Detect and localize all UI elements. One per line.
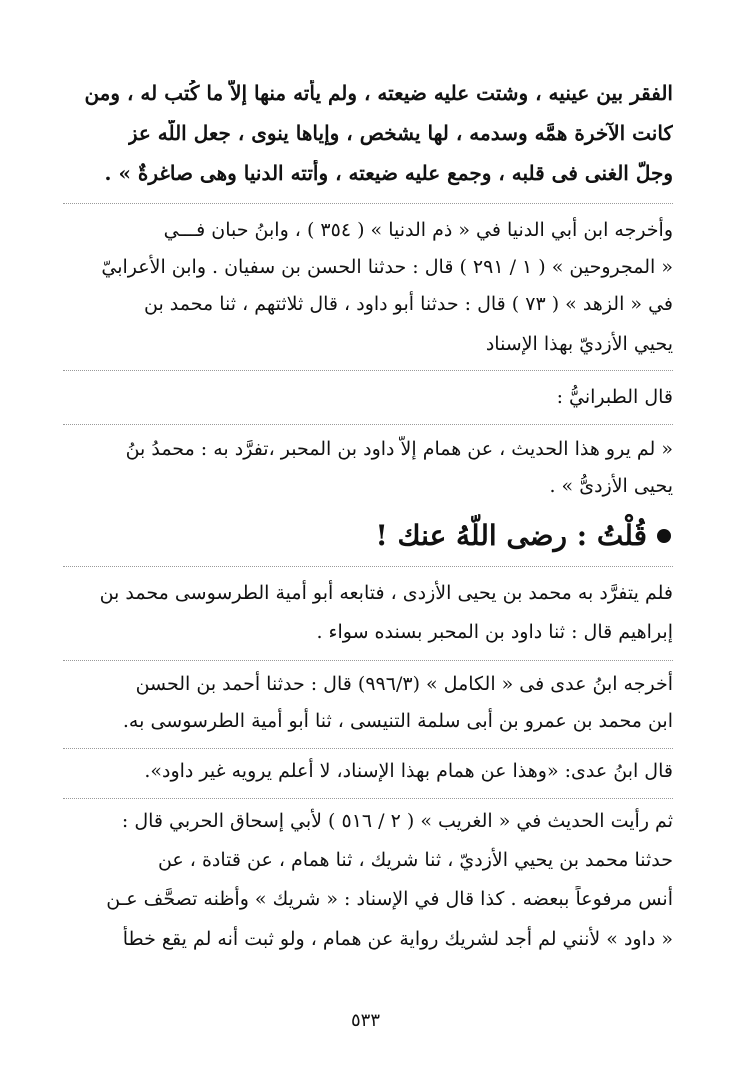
paragraph-4-line-2: إبراهيم قال : ثنا داود بن المحبر بسنده سواء .	[316, 621, 673, 643]
paragraph-1-line-1: وأخرجه ابن أبي الدنيا في « ذم الدنيا » ( ٣٥٤ ) ، وابنُ حبان فـــي	[163, 219, 673, 241]
paragraph-7-line-3: أنس مرفوعاً ببعضه . كذا قال في الإسناد : « شريك » وأظنه تصحَّف عـن	[106, 888, 673, 910]
paragraph-7-line-4: « داود » لأنني لم أجد لشريك رواية عن همام ، ولو ثبت أنه لم يقع خطأ	[122, 928, 673, 950]
paragraph-1-line-2: « المجروحين » ( ١ / ٢٩١ ) قال : حدثنا الحسن بن سفيان . وابن الأعرابيّ	[101, 256, 673, 278]
paragraph-6-line-1: قال ابنُ عدى: «وهذا عن همام بهذا الإسناد، لا أعلم يرويه غير داود».	[144, 760, 673, 782]
section-divider	[63, 370, 673, 371]
paragraph-5-line-2: ابن محمد بن عمرو بن أبى سلمة التنيسى ، ثنا أبو أمية الطرسوسى به.	[122, 710, 673, 732]
paragraph-4-line-1: فلم يتفرَّد به محمد بن يحيى الأزدى ، فتابعه أبو أمية الطرسوسى محمد بن	[99, 582, 673, 604]
paragraph-2-line-1: قال الطبرانيُّ :	[556, 386, 673, 408]
section-divider	[63, 660, 673, 661]
section-divider	[63, 748, 673, 749]
paragraph-7-line-2: حدثنا محمد بن يحيي الأزديّ ، ثنا شريك ، ثنا همام ، عن قتادة ، عن	[157, 849, 673, 871]
paragraph-5-line-1: أخرجه ابنُ عدى فى « الكامل » (٩٩٦/٣) قال : حدثنا أحمد بن الحسن	[135, 673, 673, 695]
bullet-icon	[657, 529, 671, 543]
paragraph-1-line-4: يحيي الأزديّ بهذا الإسناد	[485, 333, 673, 355]
quote-line-1: الفقر بين عينيه ، وشتت عليه ضيعته ، ولم يأته منها إلاّ ما كُتب له ، ومن	[84, 81, 673, 105]
section-divider	[63, 566, 673, 567]
page-number: ٥٣٣	[350, 1010, 380, 1031]
paragraph-1-line-3: في « الزهد » ( ٧٣ ) قال : حدثنا أبو داود ، قال ثلاثتهم ، ثنا محمد بن	[144, 293, 673, 315]
section-divider	[63, 424, 673, 425]
paragraph-3-line-1: « لم يرو هذا الحديث ، عن همام إلاّ داود بن المحبر ،تفرَّد به : محمدُ بنُ	[125, 438, 673, 460]
section-heading	[376, 518, 672, 554]
section-divider	[63, 798, 673, 799]
section-divider	[63, 203, 673, 204]
paragraph-3-line-2: يحيى الأزدىُّ » .	[549, 475, 673, 497]
quote-line-3: وجلّ الغنى فى قلبه ، وجمع عليه ضيعته ، وأتته الدنيا وهى صاغرةٌ » .	[104, 161, 673, 185]
heading-text: قُلْتُ : رضى اللّهُ عنك !	[375, 519, 647, 552]
paragraph-7-line-1: ثم رأيت الحديث في « الغريب » ( ٢ / ٥١٦ ) لأبي إسحاق الحربي قال :	[121, 810, 673, 832]
quote-line-2: كانت الآخرة همَّه وسدمه ، لها يشخص ، وإياها ينوى ، جعل اللّه عز	[127, 121, 673, 145]
